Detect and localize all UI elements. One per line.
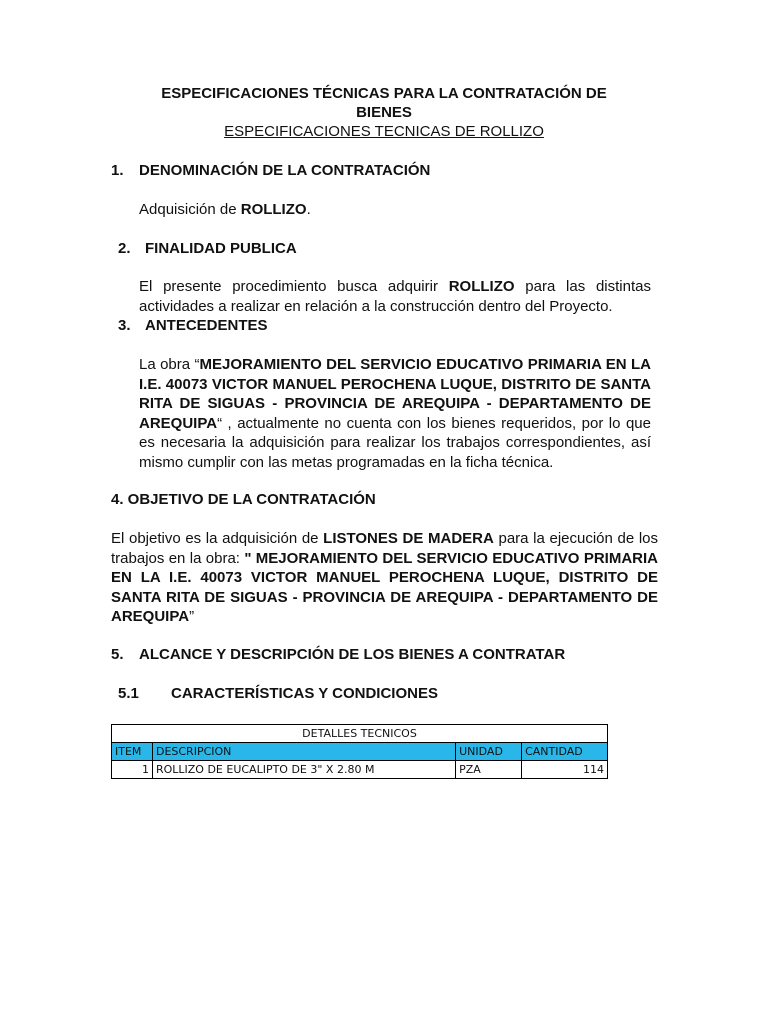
section-3-heading: ANTECEDENTES: [145, 317, 268, 334]
section-1-heading: DENOMINACIÓN DE LA CONTRATACIÓN: [139, 162, 431, 179]
technical-details-table: [111, 724, 608, 779]
table-caption: DETALLES TECNICOS: [112, 725, 608, 743]
section-3-text-bold: MEJORAMIENTO DEL SERVICIO EDUCATIVO PRIMARIA EN LA I.E. 40073 VICTOR MANUEL PEROCHENA LUQUE, DISTRITO DE SANTA RITA DE SIGUAS - PROVINCIA DE AREQUIPA - DEPARTAMENTO DE AREQUIPA: [139, 356, 651, 432]
section-3-text-post: “ , actualmente no cuenta con los bienes requeridos, por lo que es necesaria la adquisición para realizar los trabajos correspondientes, así mismo cumplir con las metas programadas en la ficha técnica.: [139, 414, 651, 471]
header-descripcion: DESCRIPCION: [152, 743, 455, 761]
section-5-heading: ALCANCE Y DESCRIPCIÓN DE LOS BIENES A CONTRATAR: [139, 646, 566, 663]
cell-descripcion: ROLLIZO DE EUCALIPTO DE 3" X 2.80 M: [152, 761, 455, 779]
cell-unidad: PZA: [456, 761, 522, 779]
section-2-paragraph: [139, 277, 651, 316]
document-title-line-1: ESPECIFICACIONES TÉCNICAS PARA LA CONTRATACIÓN DE: [161, 85, 607, 102]
header-cantidad: CANTIDAD: [522, 743, 608, 761]
section-4-text-mid: para la ejecución de los trabajos en la obra:: [111, 530, 659, 567]
section-4-text-bold-2: " MEJORAMIENTO DEL SERVICIO EDUCATIVO PRIMARIA EN LA I.E. 40073 VICTOR MANUEL PEROCHENA LUQUE, DISTRITO DE SANTA RITA DE SIGUAS - PROVINCIA DE AREQUIPA - DEPARTAMENTO DE AREQUIPA: [111, 549, 658, 625]
section-1-text-bold: ROLLIZO: [240, 201, 307, 218]
section-4-heading: 4. OBJETIVO DE LA CONTRATACIÓN: [111, 491, 376, 508]
section-1-text-pre: Adquisición de: [139, 201, 241, 218]
table-row: [112, 761, 608, 779]
section-2-number: 2.: [118, 240, 131, 257]
header-unidad: UNIDAD: [456, 743, 522, 761]
document-title-line-2: BIENES: [356, 104, 412, 121]
section-4-paragraph: [111, 529, 658, 627]
section-4-text-bold-1: LISTONES DE MADERA: [323, 530, 494, 547]
section-3-number: 3.: [118, 317, 131, 334]
section-4-text-pre: El objetivo es la adquisición de: [111, 530, 324, 547]
section-1-number: 1.: [111, 162, 124, 179]
section-5-1-heading: CARACTERÍSTICAS Y CONDICIONES: [171, 685, 438, 702]
section-3-paragraph: [139, 355, 651, 472]
table-header-row: [112, 743, 608, 761]
document-subtitle: ESPECIFICACIONES TECNICAS DE ROLLIZO: [224, 123, 544, 140]
section-4-text-post: ”: [189, 608, 195, 625]
section-5-number: 5.: [111, 646, 124, 663]
section-1-text-post: .: [306, 201, 311, 218]
section-1-text: [139, 201, 311, 218]
cell-item: 1: [112, 761, 153, 779]
section-2-heading: FINALIDAD PUBLICA: [145, 240, 297, 257]
section-2-text-bold: ROLLIZO: [448, 278, 515, 295]
section-2-text-post: para las distintas actividades a realizar en relación a la construcción dentro del Proyecto.: [139, 278, 651, 315]
table-caption-row: [112, 725, 608, 743]
section-3-text-pre: La obra “: [139, 356, 200, 373]
header-item: ITEM: [112, 743, 153, 761]
section-2-text-pre: El presente procedimiento busca adquirir: [139, 278, 449, 295]
cell-cantidad: 114: [522, 761, 608, 779]
section-5-1-number: 5.1: [118, 685, 139, 702]
